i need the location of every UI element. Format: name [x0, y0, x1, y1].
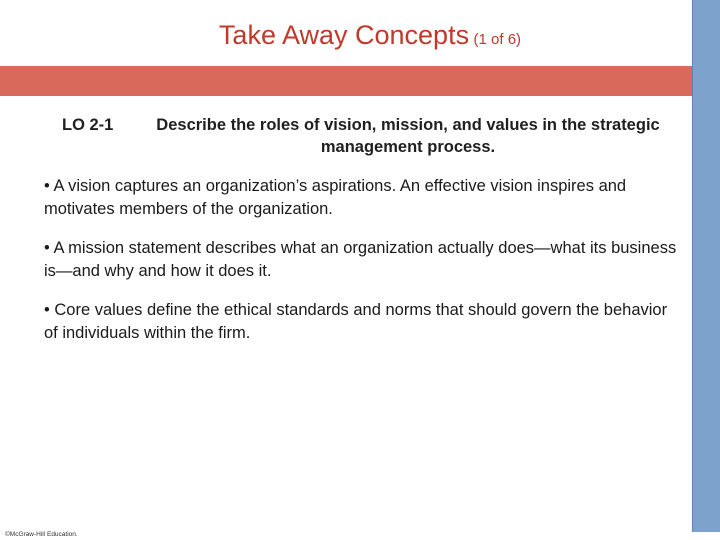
objective-text-line1: Describe the roles of vision, mission, and values in the strategic	[156, 116, 660, 134]
title-main: Take Away Concepts	[218, 20, 470, 50]
objective-code: LO 2-1	[62, 116, 114, 134]
bullet-vision: • A vision captures an organization’s aspirations. An effective vision inspires and motivates members of the organization.	[44, 177, 627, 218]
bullet-list	[44, 175, 684, 361]
learning-objective	[62, 114, 682, 158]
bullet-values: • Core values define the ethical standards and norms that should govern the behavior of individuals within the firm.	[44, 301, 668, 342]
bullet-mission: • A mission statement describes what an organization actually does—what its business is—and why and how it does it.	[44, 239, 677, 280]
copyright-footer: ©McGraw-Hill Education.	[5, 531, 78, 538]
objective-text-line2: management process.	[320, 138, 496, 156]
accent-bar	[0, 66, 692, 96]
title-counter: (1 of 6)	[473, 31, 522, 48]
slide-title	[0, 20, 720, 51]
objective-code-spacer	[62, 136, 134, 158]
side-decor-strip	[693, 0, 720, 532]
